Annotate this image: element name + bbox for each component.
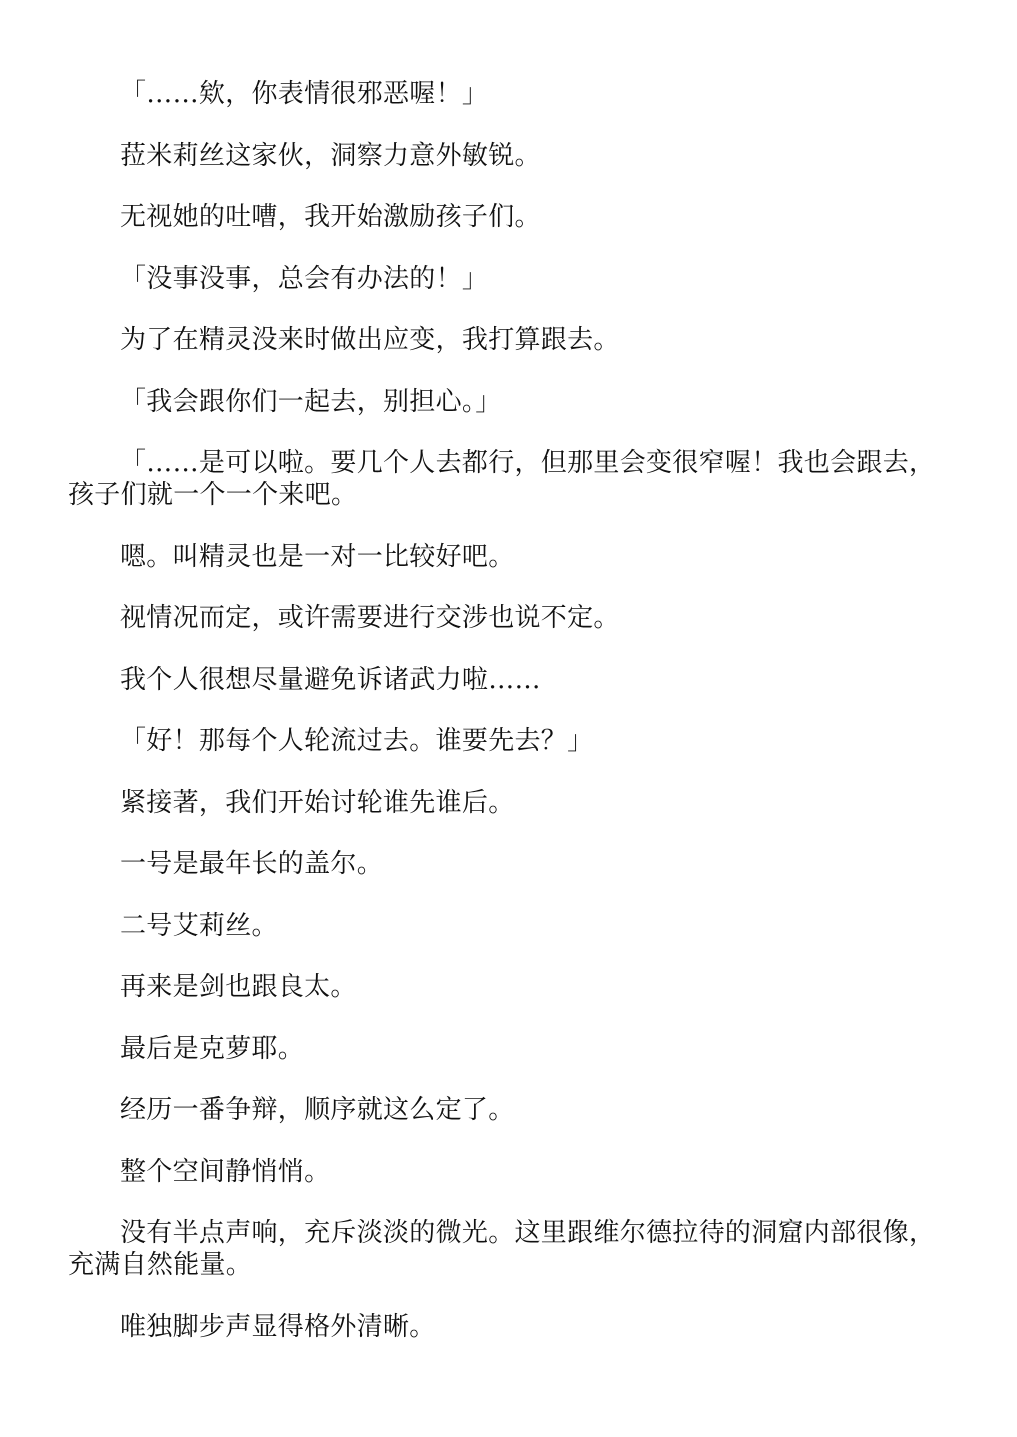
paragraph: 「……欸，你表情很邪恶喔！」: [120, 79, 489, 109]
paragraph: 没有半点声响，充斥淡淡的微光。这里跟维尔德拉待的洞窟内部很像，充满自然能量。: [68, 1218, 936, 1280]
paragraph: 一号是最年长的盖尔。: [120, 849, 384, 879]
paragraph: 「我会跟你们一起去，别担心。」: [120, 386, 502, 417]
paragraph: 「没事没事，总会有办法的！」: [120, 263, 489, 294]
paragraph: 经历一番争辩，顺序就这么定了。: [120, 1095, 515, 1125]
paragraph: 最后是克萝耶。: [120, 1033, 305, 1064]
paragraph: 整个空间静悄悄。: [120, 1156, 331, 1187]
paragraph: 视情况而定，或许需要进行交涉也说不定。: [120, 603, 620, 633]
paragraph: 再来是剑也跟良太。: [120, 972, 357, 1002]
paragraph: 菈米莉丝这家伙，洞察力意外敏锐。: [120, 140, 541, 171]
paragraph: 无视她的吐嘈，我开始激励孩子们。: [120, 202, 541, 232]
paragraph: 紧接著，我们开始讨轮谁先谁后。: [120, 787, 515, 818]
paragraph: 我个人很想尽量避免诉诸武力啦……: [120, 664, 541, 695]
paragraph: 「……是可以啦。要几个人去都行，但那里会变很窄喔！我也会跟去，孩子们就一个一个来吧。: [68, 448, 936, 510]
body-text: [68, 78, 948, 1372]
paragraph: 二号艾莉丝。: [120, 910, 278, 941]
paragraph: 为了在精灵没来时做出应变，我打算跟去。: [120, 325, 620, 355]
paragraph: 嗯。叫精灵也是一对一比较好吧。: [120, 541, 515, 572]
paragraph: 唯独脚步声显得格外清晰。: [120, 1311, 436, 1342]
paragraph: 「好！那每个人轮流过去。谁要先去？」: [120, 726, 594, 756]
